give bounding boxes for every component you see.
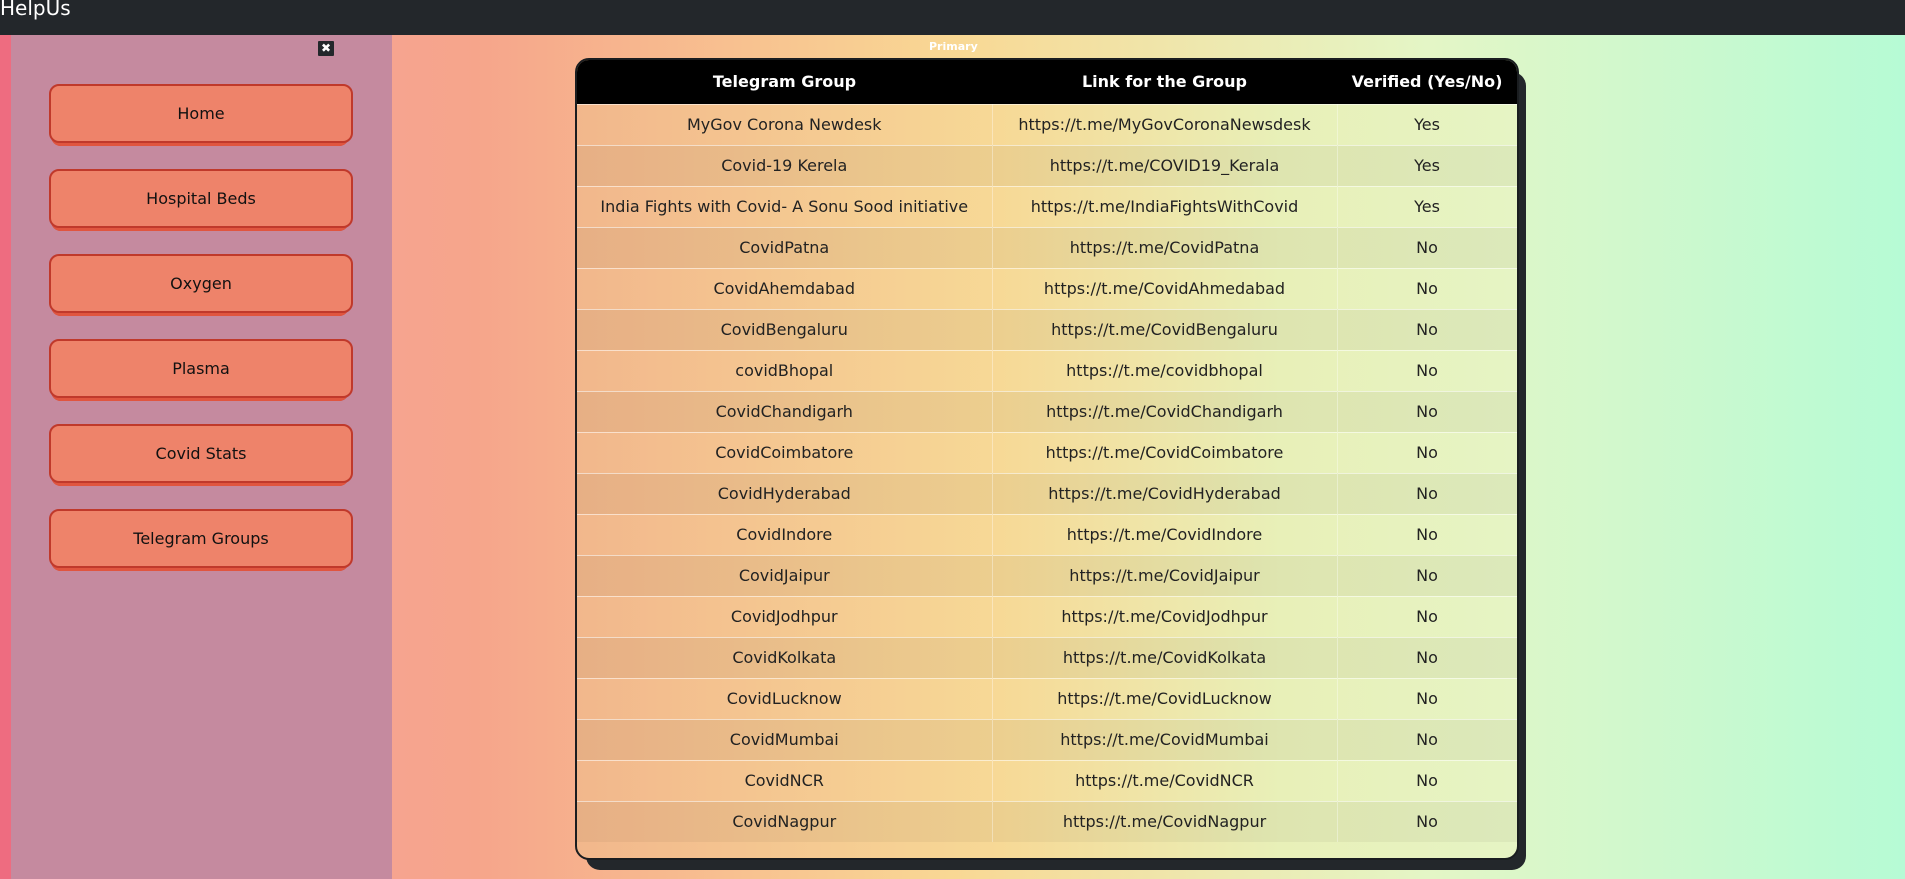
group-link[interactable]: https://t.me/CovidCoimbatore xyxy=(1045,443,1284,462)
group-name-cell: CovidKolkata xyxy=(577,637,992,678)
table-row xyxy=(577,104,1517,145)
group-link[interactable]: https://t.me/IndiaFightsWithCovid xyxy=(1030,197,1299,216)
verified-cell: No xyxy=(1337,801,1517,842)
group-name-cell: MyGov Corona Newdesk xyxy=(577,104,992,145)
group-name-cell: CovidLucknow xyxy=(577,678,992,719)
sidebar-item-label[interactable]: Home xyxy=(49,84,353,143)
group-link[interactable]: https://t.me/CovidJodhpur xyxy=(1061,607,1268,626)
table-row xyxy=(577,145,1517,186)
sidebar-item-plasma[interactable] xyxy=(49,339,353,401)
sidebar-item-home[interactable] xyxy=(49,84,353,146)
table-row xyxy=(577,309,1517,350)
table-row xyxy=(577,678,1517,719)
sidebar-item-label[interactable]: Hospital Beds xyxy=(49,169,353,228)
group-link[interactable]: https://t.me/CovidHyderabad xyxy=(1048,484,1281,503)
group-name-cell: CovidBengaluru xyxy=(577,309,992,350)
group-name-cell: CovidNagpur xyxy=(577,801,992,842)
verified-cell: No xyxy=(1337,678,1517,719)
group-link[interactable]: https://t.me/CovidKolkata xyxy=(1062,648,1267,667)
sidebar-item-oxygen[interactable] xyxy=(49,254,353,316)
group-link-cell xyxy=(992,309,1337,350)
verified-cell: No xyxy=(1337,555,1517,596)
column-header-group: Telegram Group xyxy=(712,72,857,92)
group-link-cell xyxy=(992,268,1337,309)
verified-cell: No xyxy=(1337,473,1517,514)
group-link[interactable]: https://t.me/MyGovCoronaNewsdesk xyxy=(1018,115,1311,134)
table-row xyxy=(577,514,1517,555)
group-link[interactable]: https://t.me/CovidBengaluru xyxy=(1051,320,1278,339)
table-row xyxy=(577,186,1517,227)
group-name-cell: CovidMumbai xyxy=(577,719,992,760)
column-header-link: Link for the Group xyxy=(1081,72,1247,92)
table-header-row xyxy=(577,60,1517,104)
group-link[interactable]: https://t.me/CovidNagpur xyxy=(1062,812,1267,831)
sidebar-item-label[interactable]: Oxygen xyxy=(49,254,353,313)
group-link-cell xyxy=(992,514,1337,555)
group-link-cell xyxy=(992,104,1337,145)
brand-logo-text[interactable]: HelpUs xyxy=(0,0,71,20)
group-name-cell: covidBhopal xyxy=(577,350,992,391)
verified-cell: No xyxy=(1337,432,1517,473)
table-row xyxy=(577,227,1517,268)
group-name-cell: India Fights with Covid- A Sonu Sood initiative xyxy=(577,186,992,227)
verified-cell: No xyxy=(1337,596,1517,637)
group-link[interactable]: https://t.me/COVID19_Kerala xyxy=(1049,156,1280,175)
group-name-cell: CovidHyderabad xyxy=(577,473,992,514)
verified-cell: No xyxy=(1337,719,1517,760)
table-row xyxy=(577,268,1517,309)
verified-cell: Yes xyxy=(1337,186,1517,227)
top-navbar xyxy=(0,0,1905,35)
group-name-cell: CovidChandigarh xyxy=(577,391,992,432)
table-row xyxy=(577,760,1517,801)
verified-cell: No xyxy=(1337,514,1517,555)
primary-label: Primary xyxy=(929,40,978,53)
group-link[interactable]: https://t.me/CovidLucknow xyxy=(1057,689,1272,708)
group-link-cell xyxy=(992,227,1337,268)
verified-cell: No xyxy=(1337,227,1517,268)
group-link[interactable]: https://t.me/CovidChandigarh xyxy=(1046,402,1283,421)
table-row xyxy=(577,473,1517,514)
close-icon[interactable]: ✖ xyxy=(318,41,334,56)
group-name-cell: CovidIndore xyxy=(577,514,992,555)
group-name-cell: CovidPatna xyxy=(577,227,992,268)
group-link-cell xyxy=(992,391,1337,432)
sidebar-item-label[interactable]: Plasma xyxy=(49,339,353,398)
table-row xyxy=(577,432,1517,473)
group-link-cell xyxy=(992,596,1337,637)
group-link-cell xyxy=(992,145,1337,186)
group-link-cell xyxy=(992,760,1337,801)
group-name-cell: CovidJaipur xyxy=(577,555,992,596)
telegram-groups-table-container xyxy=(575,58,1519,860)
sidebar-item-hospital-beds[interactable] xyxy=(49,169,353,231)
group-link[interactable]: https://t.me/CovidNCR xyxy=(1075,771,1254,790)
verified-cell: Yes xyxy=(1337,145,1517,186)
group-name-cell: CovidNCR xyxy=(577,760,992,801)
group-link-cell xyxy=(992,801,1337,842)
group-link-cell xyxy=(992,637,1337,678)
group-link[interactable]: https://t.me/covidbhopal xyxy=(1066,361,1263,380)
table-row xyxy=(577,555,1517,596)
verified-cell: No xyxy=(1337,309,1517,350)
table-row xyxy=(577,391,1517,432)
sidebar-item-label[interactable]: Covid Stats xyxy=(49,424,353,483)
table-row xyxy=(577,596,1517,637)
column-header-verified: Verified (Yes/No) xyxy=(1351,72,1503,92)
table-row xyxy=(577,801,1517,842)
group-link-cell xyxy=(992,555,1337,596)
table-row xyxy=(577,350,1517,391)
verified-cell: No xyxy=(1337,391,1517,432)
group-link[interactable]: https://t.me/CovidJaipur xyxy=(1069,566,1260,585)
group-link-cell xyxy=(992,432,1337,473)
group-link[interactable]: https://t.me/CovidMumbai xyxy=(1060,730,1269,749)
sidebar-item-covid-stats[interactable] xyxy=(49,424,353,486)
group-link[interactable]: https://t.me/CovidIndore xyxy=(1066,525,1263,544)
verified-cell: No xyxy=(1337,350,1517,391)
telegram-groups-table xyxy=(577,60,1518,842)
table-row xyxy=(577,719,1517,760)
group-link-cell xyxy=(992,678,1337,719)
table-row xyxy=(577,637,1517,678)
group-link-cell xyxy=(992,719,1337,760)
group-link[interactable]: https://t.me/CovidPatna xyxy=(1069,238,1260,257)
verified-cell: Yes xyxy=(1337,104,1517,145)
verified-cell: No xyxy=(1337,268,1517,309)
group-name-cell: Covid-19 Kerela xyxy=(577,145,992,186)
group-name-cell: CovidCoimbatore xyxy=(577,432,992,473)
group-link-cell xyxy=(992,350,1337,391)
left-accent-strip xyxy=(0,35,11,879)
group-link[interactable]: https://t.me/CovidAhmedabad xyxy=(1043,279,1286,298)
group-link-cell xyxy=(992,473,1337,514)
verified-cell: No xyxy=(1337,637,1517,678)
sidebar-item-label[interactable]: Telegram Groups xyxy=(49,509,353,568)
sidebar-item-telegram-groups[interactable] xyxy=(49,509,353,571)
group-name-cell: CovidAhemdabad xyxy=(577,268,992,309)
group-link-cell xyxy=(992,186,1337,227)
group-name-cell: CovidJodhpur xyxy=(577,596,992,637)
verified-cell: No xyxy=(1337,760,1517,801)
